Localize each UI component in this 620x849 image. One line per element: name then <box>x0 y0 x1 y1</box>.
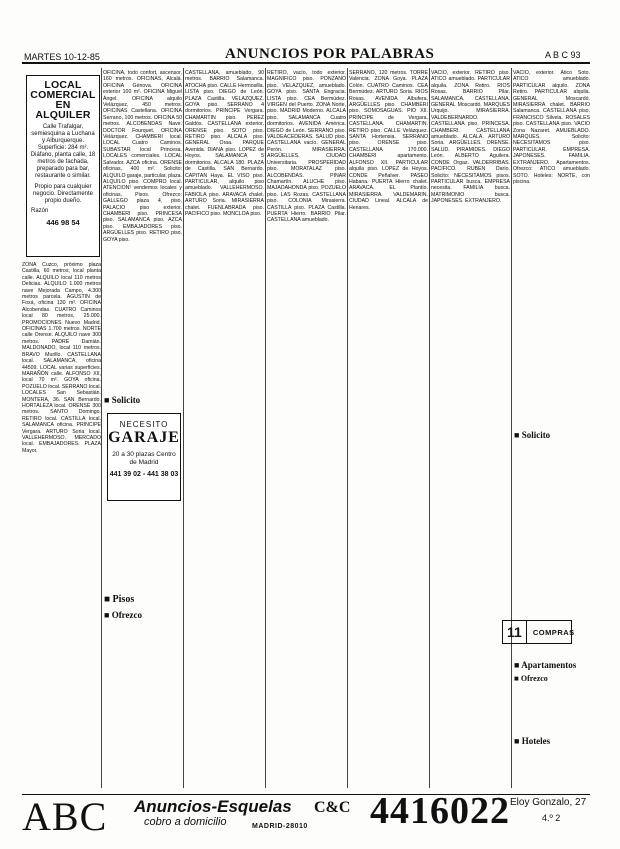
abc-logo: ABC <box>22 794 108 839</box>
classified-column-3 <box>185 70 264 770</box>
column-text: SERRANO, 120 metros. TORRE Valencia. ZONA Goya. PLAZA Colón. CUATRO Caminos. CEA Bermúdez. ARTURO Soria. RIOS Rosas. AVENIDA Albufera. ARGÜELLES piso. CHAMBERI piso. SOMOSAGUAS. PIO XII. PRINCIPE de Vergara. CASTELLANA. CHAMARTIN. RETIRO piso. CALLE Velázquez. SANTA Hortensia. SERRANO piso. ORENSE piso. CASTELLANA 170.000. CHAMBERI apartamento. ALFONSO XII. PARTICULAR alquila piso. LOPEZ de Hoyos. CONDE Peñalver. PASEO Habana. PUERTA Hierro chalet. ARAVACA. EL Plantío. MIRASIERRA. VALDEMARIN. CIUDAD Lineal. ALCALA de Henares. <box>349 70 428 211</box>
header-date: MARTES 10-12-85 <box>24 52 100 62</box>
column-divider <box>101 68 102 788</box>
ad-phone: 441 39 02 - 441 38 03 <box>109 471 179 478</box>
section-label: Pisos <box>112 594 135 605</box>
section-heading-ofrezco-2: ■ Ofrezco <box>514 674 548 683</box>
ad-body: Calle Trafalgar, semiesquina a Luchana y Alburquerque. Superficie: 284 m². Diáfano, planta calle, 18 metros de fachada, preparado para bar, restaurante o similar. <box>30 124 96 179</box>
column-divider <box>511 68 512 788</box>
ad-label: Razón <box>31 208 49 214</box>
classified-column-4 <box>267 70 346 770</box>
footer-address: Eloy Gonzalo, 27 <box>510 797 587 808</box>
column-text: ZONA Cuzco, próximo plaza Castilla, 60 metros, local planta calle. ALQUILO local 110 metros Delicias. ALQUILO 1.000 metros nave Mejorada Campo, 4.300 metros parcela. AGUSTIN de Foxá, oficina 130 m². OFICINA Alcobendas. CUATRO Caminos local 80 metros, 25.000. PROMOCIONES Nuevo Madrid. OFICINAS 1.700 metros. NORTE calle Orense. ALQUILO nave 300 metros. PADRE Damián. MALDONADO, local 110 metros. BRAVO Murillo. CASTELLANA local. SALAMANCA, oficina 44509. LOCAL varias superficies. MARAÑÓN calle. ALFONSO XII, local 70 m². GOYA oficina. POZUELO local. SERRANO local. LOCALES San Sebastián. MONTERA, 36. SAN Bernardo. HORTALEZA local. ORENSE 300 metros. SANTO Domingo. RETIRO local. CASTILLA local. SALAMANCA oficina. PRINCIPE Vergara. ARTURO Soria local. VALLEHERMOSO. MERCADO local. EMBAJADORES. PLAZA Mayor. <box>22 262 101 454</box>
section-heading-apartamentos: ■ Apartamentos <box>514 660 577 670</box>
section-heading-pisos: ■ Pisos <box>104 594 135 605</box>
classified-column-5 <box>349 70 428 770</box>
ad-phone: 446 98 54 <box>46 218 80 227</box>
section-label: COMPRAS <box>532 627 575 637</box>
header-rule <box>22 62 590 64</box>
section-heading-solicito-2: ■ Solicito <box>104 395 141 405</box>
column-text: RETIRO, vacío, todo exterior. MAGNIFICO piso. PONZANO piso. VELAZQUEZ, amueblado. GOYA piso. SANTA Engracia. LISTA piso. CEA Bermúdez. VIRGEN del Puerto. ZONA Norte, piso. MADRID Moderno. ALCALA piso. SALAMANCA Cuatro dormitorios. AVENIDA América. DIEGO de León. SERRANO piso. VALDEACEDERAS. SALUD piso. CASTELLANA vacío. GENERAL Perón. MIRASIERRA. ARGÜELLES. CIUDAD Universitaria. PROSPERIDAD piso. MORATALAZ piso. ALCOBENDAS. PINAR Chamartín. ALUCHE piso. MAJADAHONDA piso. POZUELO piso. LAS Rozas. CASTELLANA piso. COLONIA Mirasierra. CASTILLA piso. PLAZA Castilla. PUERTA Hierro. BARRIO Pilar. CASTELLANA amueblado. <box>267 70 346 224</box>
column-text: VACIO, exterior. Ático Soto. ATICO amueblado. PARTICULAR alquilo. ZONA Retiro. PARTICULAR alquila. GENERAL Moscardó. MIRASIERRA chalet. BARRIO Salamanca. CASTELLANA piso. FRANCISCO Silvela. ROSALES piso. CASTELLANA piso. VACIO Zona Nazaret. AMUEBLADO. MARQUES. Solicito: NECESITAMOS piso. PARTICULAR. EMPRESA. JAPONESES. FAMILIA. EXTRANJERO. Apartamentos. Ofrezco: ATICO amueblado. SOTO. Hoteles: NORTE, con piscina. <box>513 70 590 185</box>
page-title: ANUNCIOS POR PALABRAS <box>225 46 435 62</box>
section-number: 11 <box>503 621 527 643</box>
ad-heading: COMERCIAL <box>30 89 96 101</box>
garaje-ad <box>107 413 181 501</box>
section-label: Solicito <box>111 395 141 405</box>
ad-body: 20 a 30 plazas Centro de Madrid <box>112 451 176 466</box>
ad-heading: NECESITO <box>119 420 169 429</box>
section-heading-ofrezco: ■ Ofrezco <box>104 610 143 620</box>
classified-column-6 <box>431 70 510 770</box>
section-heading-hoteles: ■ Hoteles <box>514 736 551 746</box>
compras-section-box <box>502 620 575 644</box>
section-label: Ofrezco <box>111 610 143 620</box>
column-text: CASTELLANA, amueblado, 90 metros. BARRIO Salamanca. ATOCHA piso. CALLE Hermosilla. LISTA piso. DIEGO de León. PLAZA Castilla. VELAZQUEZ. GOYA piso. SERRANO 4 dormitorios. PRINCIPE Vergara. CHAMARTIN piso. PEREZ Galdós. CASTELLANA exterior. ORENSE piso. SOTO piso. RETIRO piso. ALCALA piso. GENERAL Oraa. PARQUE Avenida. DIANA piso. LOPEZ de Hoyos. SALAMANCA 5 dormitorios. ALCALA 180. PLAZA de Castilla. SAN Bernardo. CAPITAN Haya. EL VISO piso. PARTICULAR, alquilo piso amueblado. VALLEHERMOSO. FABIOLA piso. ARAVACA chalet. ARTURO Soria. MIRASIERRA chalet. FUENLABRADA piso. PACIFICO piso. MONCLOA piso. <box>185 70 264 217</box>
footer-headline: Anuncios-Esquelas <box>134 797 292 816</box>
footer-postcode: MADRID-28010 <box>252 823 308 830</box>
ad-heading: EN ALQUILER <box>35 99 91 121</box>
cc-logo: C&C <box>314 799 351 816</box>
column-divider <box>265 68 266 788</box>
classified-column-7 <box>513 70 590 610</box>
classified-column-1 <box>22 262 101 782</box>
footer-phone: 4416022 <box>370 790 510 832</box>
section-label: Hoteles <box>521 736 551 746</box>
local-comercial-ad <box>26 75 100 257</box>
section-label: Ofrezco <box>520 674 548 683</box>
section-label: Apartamentos <box>521 660 577 670</box>
column-divider <box>347 68 348 788</box>
section-label: Solicito <box>521 430 551 440</box>
column-divider <box>183 68 184 788</box>
column-divider <box>429 68 430 788</box>
footer-subline: cobro a domicilio <box>144 816 227 828</box>
column-text: VACIO, exterior. RETIRO piso. ATICO amueblado. PARTICULAR alquila. ZONA Retiro. RIOS Rosas. BARRIO Pilar. SALAMANCA. CASTELLANA. GENERAL Moscardó. MARQUES Urquijo. MIRASIERRA. VALDEBERNARDO. CASTELLANA piso. PRINCESA. CHAMBERI. CASTELLANA amueblado. ALCALA. ARTURO Soria. ARGÜELLES. ORENSE. SALUD. PIRAMIDES. DIEGO León. ALBERTO Aguilera. CONDE Orgaz. VALDERRIBAS. PACIFICO. RUBEN Darío. Solicito: NECESITAMOS pisos. PARTICULAR busca. EMPRESA necesita. FAMILIA busca. MATRIMONIO busca. JAPONESES. EXTRANJERO. <box>431 70 510 205</box>
footer-floor: 4.º 2 <box>542 813 561 823</box>
header-page-number: A B C 93 <box>545 50 581 60</box>
column-text: OFICINA, todo confort, ascensor, 160 metros. OFICINAS, Alcalá. OFICINA Génova. OFICINA exterior 100 m². OFICINA Miguel Ángel. OFICINA alquilo Velázquez, 450 metros. OFICINAS Castellana. OFICINA Serrano, 100 metros. OFICINA 50 metros. ALCOBENDAS Nave. DOCTOR Fourquet. OFICINA Velázquez. CHAMBERI local. LOCAL Cuatro Caminos. SUBASTAR local Princesa. LOCALES comerciales. LOCAL Salvador. AZCA oficina. ORENSE oficinas, 400 m². Solicito: ALQUILO garaje, particular, plaza. ALQUILO piso. COMPRO local. ATENCION! vendemos locales y oficinas. Pisos. Ofrezco: GALLEGO plaza 4, piso. PALACIO piso exterior. CHAMBERI piso. PRINCESA piso. SALAMANCA piso. AZCA piso. EMBAJADORES piso. ARGÜELLES piso. RETIRO piso. GOYA piso. <box>103 70 182 243</box>
ad-heading: LOCAL <box>44 79 82 91</box>
ad-note: Propio para cualquier negocio. Directamente propio dueño. <box>32 184 94 204</box>
footer-banner <box>22 790 590 839</box>
ad-heading: GARAJE <box>108 429 180 446</box>
section-heading-solicito: ■ Solicito <box>514 430 551 440</box>
